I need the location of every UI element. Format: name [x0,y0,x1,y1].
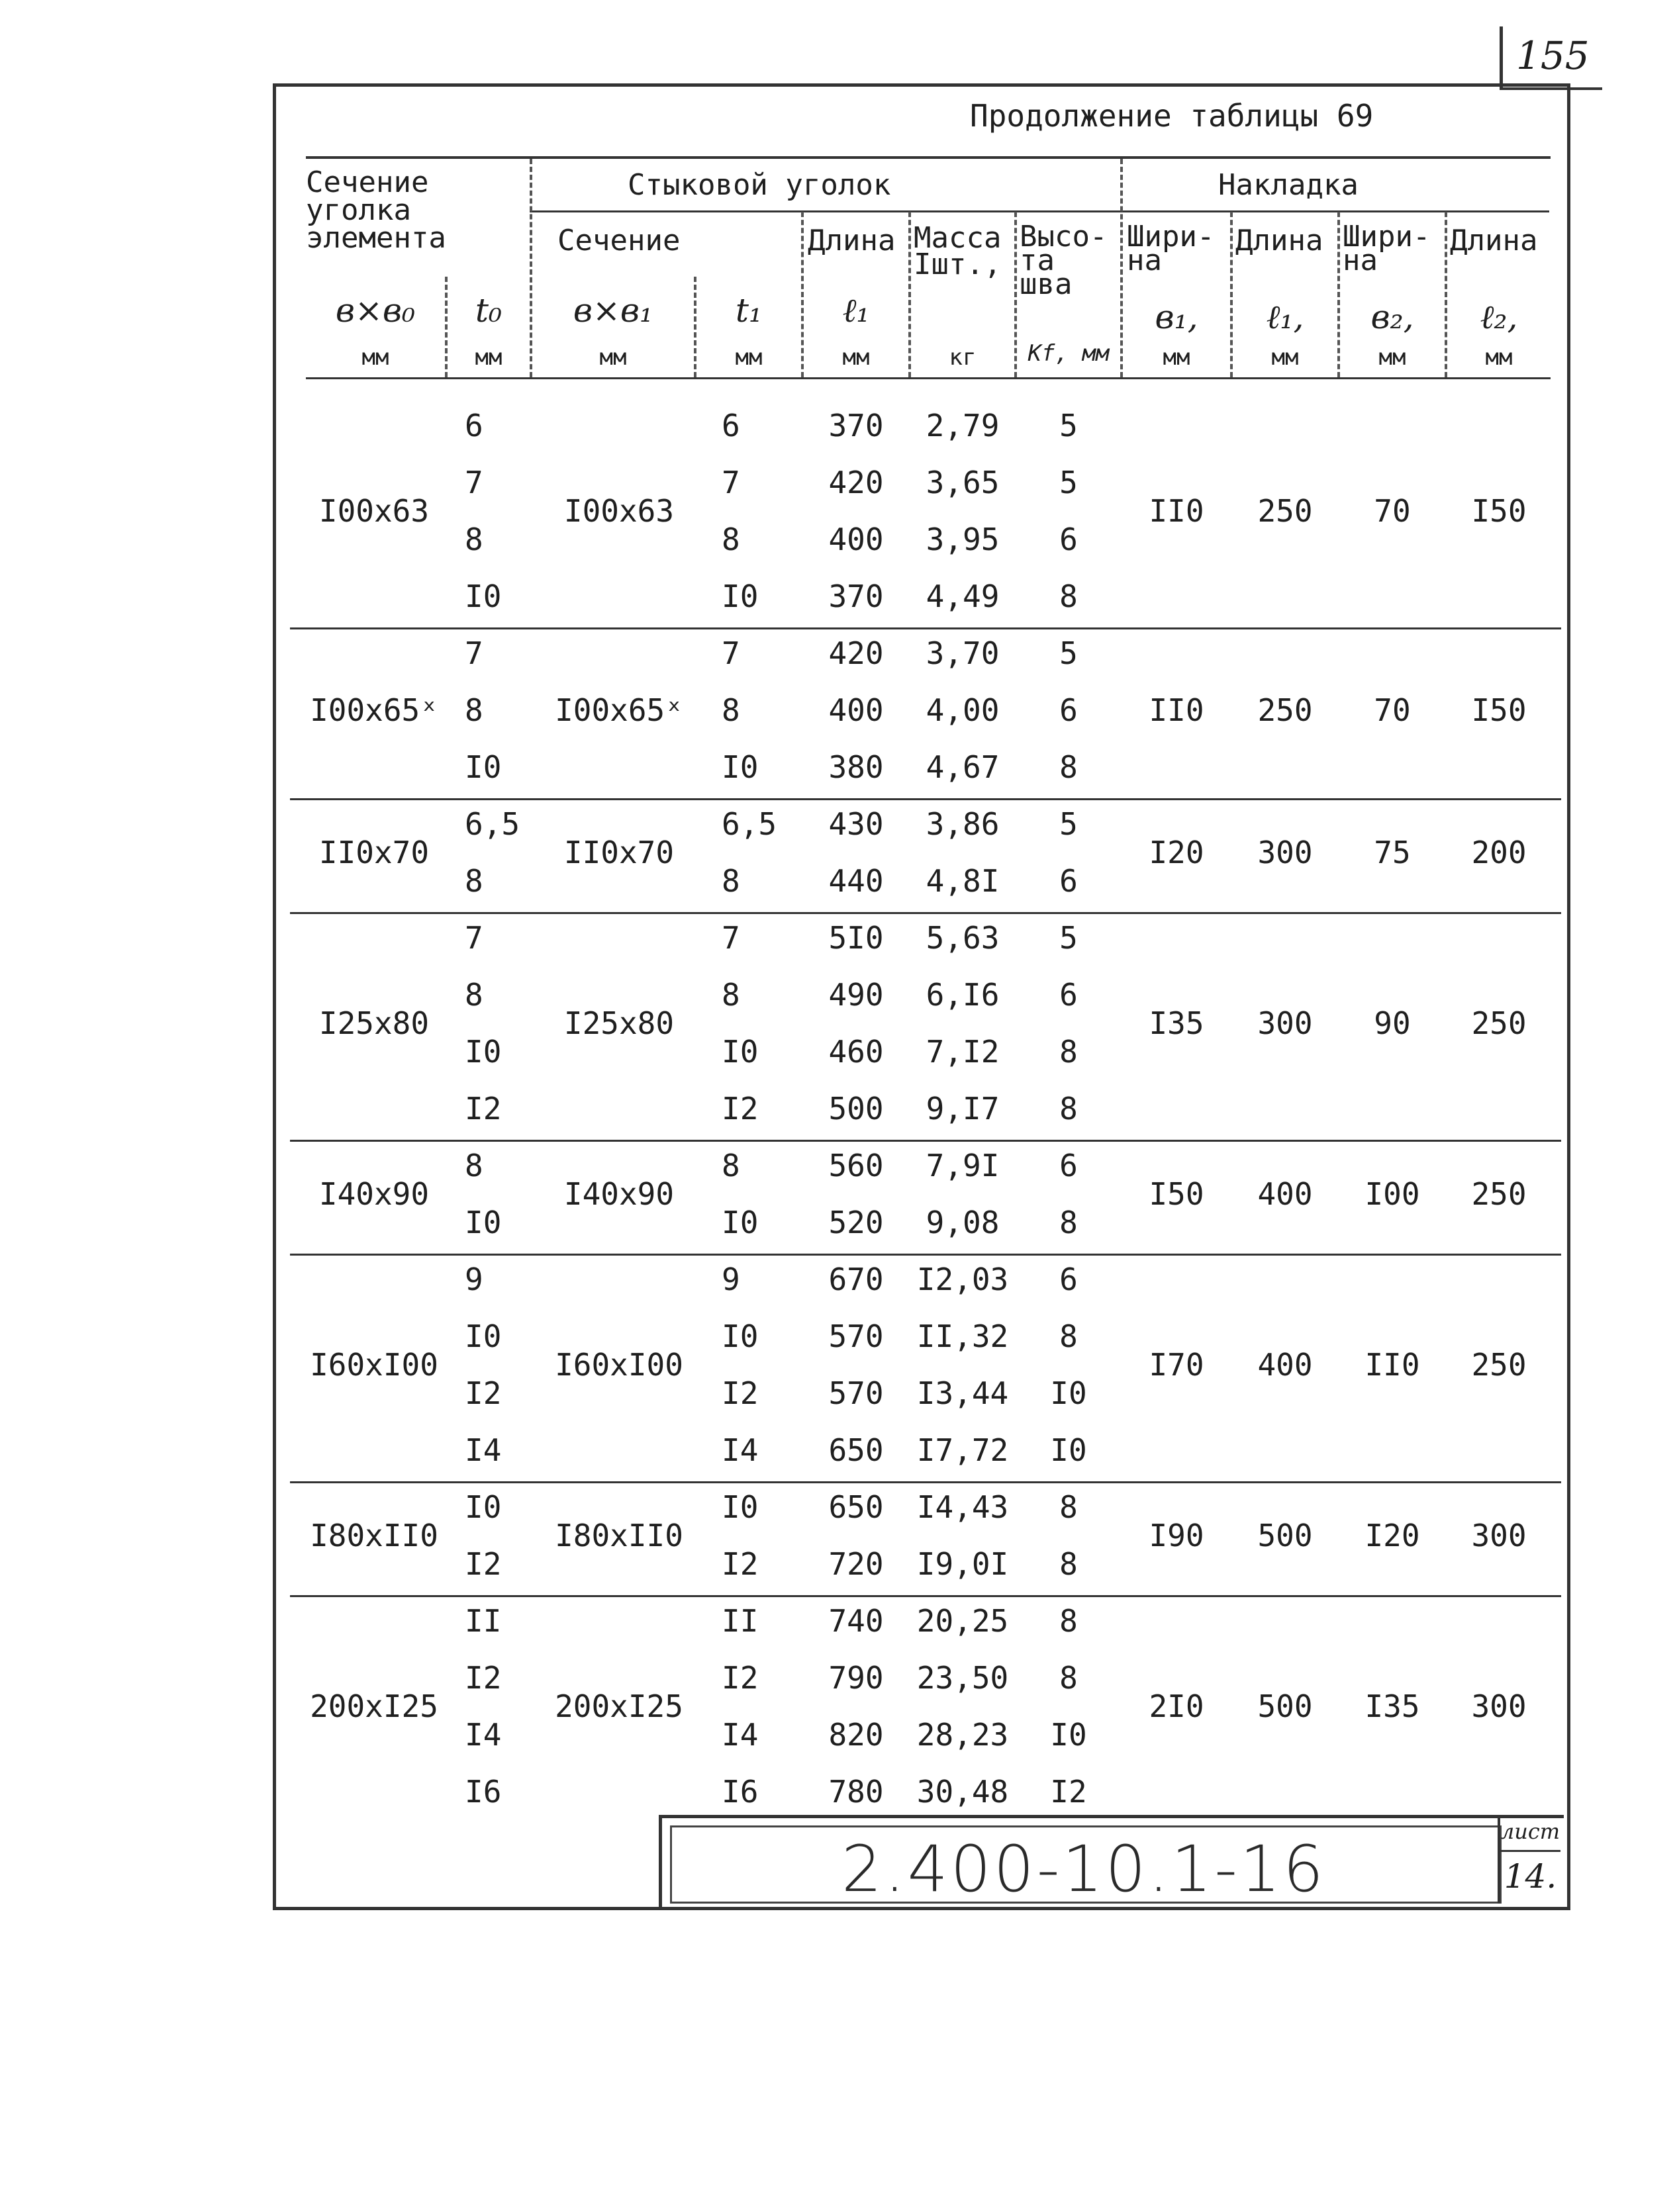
overlay-length1: 250 [1257,692,1313,728]
hdr-mass: Масса Iшт., [914,221,1002,281]
hdr-length1: Длина [1235,224,1323,257]
cell-t0: 8 [465,692,483,728]
cell-mass: 7,I2 [926,1034,1000,1070]
row-section: 200xI25 [310,1688,438,1724]
cell-mass: I3,44 [916,1375,1009,1411]
sheet-number: 14. [1504,1857,1557,1896]
unit-kg: кг [949,344,977,371]
overlay-width2: I35 [1365,1688,1420,1724]
cell-t1: 7 [722,465,740,500]
overlay-length2: I50 [1471,692,1527,728]
hdr-section-element: Сечение уголка элемента [306,165,446,255]
cell-length: 400 [828,692,884,728]
overlay-width1: 2I0 [1149,1688,1204,1724]
cell-t0: 9 [465,1262,483,1297]
page-number: 155 [1516,33,1590,78]
cell-length: 570 [828,1375,884,1411]
row-butt-section: 200xI25 [555,1688,683,1724]
cell-weld: 8 [1059,1091,1078,1127]
cell-length: 790 [828,1660,884,1696]
cell-t1: I6 [722,1774,759,1810]
overlay-length1: 300 [1257,835,1313,870]
overlay-width2: 90 [1374,1005,1411,1041]
cell-t1: 6 [722,408,740,443]
cell-length: 430 [828,806,884,842]
row-section: I00x63 [318,493,430,529]
header-group-line [530,210,1549,212]
cell-t0: I2 [465,1375,502,1411]
overlay-length1: 500 [1257,1518,1313,1553]
cell-weld: 8 [1059,1546,1078,1582]
sym-L1: ℓ₁, [1266,298,1304,336]
cell-t0: I0 [465,1205,502,1240]
cell-t0: I0 [465,1318,502,1354]
overlay-width1: I35 [1149,1005,1204,1041]
cell-length: 440 [828,863,884,899]
cell-t1: II [722,1603,759,1639]
overlay-length1: 300 [1257,1005,1313,1041]
cell-weld: 8 [1059,1660,1078,1696]
cell-weld: 5 [1059,635,1078,671]
cell-mass: I2,03 [916,1262,1009,1297]
cell-length: 650 [828,1432,884,1468]
unit-mm: мм [1378,344,1406,371]
cell-weld: 6 [1059,522,1078,557]
cell-t0: II [465,1603,502,1639]
cell-weld: 8 [1059,1205,1078,1240]
cell-weld: 8 [1059,1318,1078,1354]
cell-mass: I7,72 [916,1432,1009,1468]
cell-mass: II,32 [916,1318,1009,1354]
overlay-length1: 500 [1257,1688,1313,1724]
cell-length: 570 [828,1318,884,1354]
unit-mm: мм [1271,344,1299,371]
cell-mass: 4,8I [926,863,1000,899]
row-butt-section: I40x90 [563,1176,675,1212]
hdr-overlay-group: Накладка [1218,168,1359,202]
group-separator [290,1595,1561,1597]
cell-length: 720 [828,1546,884,1582]
group-separator [290,627,1561,629]
cell-t0: 8 [465,977,483,1013]
cell-t0: I2 [465,1546,502,1582]
row-section: II0x70 [318,835,430,870]
cell-weld: 5 [1059,920,1078,956]
cell-t1: 8 [722,1148,740,1183]
cell-t1: I0 [722,1318,759,1354]
row-butt-section: I00x63 [563,493,675,529]
cell-mass: 9,08 [926,1205,1000,1240]
overlay-length2: 300 [1471,1518,1527,1553]
row-butt-section: I60xI00 [555,1347,683,1383]
cell-t0: 6,5 [465,806,520,842]
overlay-width2: I00 [1365,1176,1420,1212]
cell-t1: I2 [722,1091,759,1127]
cell-length: 740 [828,1603,884,1639]
cell-length: 380 [828,749,884,785]
overlay-length2: 250 [1471,1005,1527,1041]
sym-l1: ℓ₁ [842,291,870,330]
cell-t1: 6,5 [722,806,777,842]
overlay-width1: I90 [1149,1518,1204,1553]
cell-length: 420 [828,635,884,671]
cell-mass: 30,48 [916,1774,1009,1810]
sheet-box-divider [1498,1850,1560,1852]
hdr-sub-section: Сечение [557,224,681,257]
cell-t0: I6 [465,1774,502,1810]
overlay-length1: 400 [1257,1347,1313,1383]
overlay-length2: I50 [1471,493,1527,529]
group-separator [290,912,1561,914]
sheet-label: лист [1500,1819,1560,1844]
header-top-line [306,156,1551,159]
cell-length: 460 [828,1034,884,1070]
cell-length: 520 [828,1205,884,1240]
overlay-width1: I50 [1149,1176,1204,1212]
cell-weld: 6 [1059,1148,1078,1183]
overlay-width2: 70 [1374,692,1411,728]
cell-mass: 4,00 [926,692,1000,728]
group-separator [290,798,1561,800]
cell-weld: I2 [1050,1774,1087,1810]
cell-length: 560 [828,1148,884,1183]
row-butt-section: I25x80 [563,1005,675,1041]
overlay-width1: I70 [1149,1347,1204,1383]
unit-mm: мм [475,344,503,371]
cell-length: 650 [828,1489,884,1525]
group-separator [290,1481,1561,1483]
overlay-length1: 400 [1257,1176,1313,1212]
row-section: I25x80 [318,1005,430,1041]
cell-mass: 6,I6 [926,977,1000,1013]
unit-mm: мм [735,344,763,371]
cell-t0: I0 [465,749,502,785]
cell-length: 820 [828,1717,884,1753]
cell-t0: I4 [465,1717,502,1753]
cell-t0: 8 [465,863,483,899]
cell-t0: I2 [465,1091,502,1127]
cell-t1: I2 [722,1660,759,1696]
cell-weld: 5 [1059,408,1078,443]
sym-b2: в₂, [1370,298,1414,336]
cell-weld: 6 [1059,977,1078,1013]
cell-length: 420 [828,465,884,500]
overlay-width2: I20 [1365,1518,1420,1553]
row-section: I60xI00 [310,1347,438,1383]
cell-t1: 9 [722,1262,740,1297]
sym-t1: t₁ [735,291,763,330]
overlay-length1: 250 [1257,493,1313,529]
cell-t1: I0 [722,578,759,614]
cell-length: 370 [828,408,884,443]
cell-t1: I0 [722,749,759,785]
cell-length: 780 [828,1774,884,1810]
cell-weld: 5 [1059,465,1078,500]
header-unit-line [306,377,1551,379]
cell-t1: 8 [722,863,740,899]
cell-mass: 3,70 [926,635,1000,671]
cell-weld: 8 [1059,1603,1078,1639]
cell-length: 400 [828,522,884,557]
cell-weld: 8 [1059,1489,1078,1525]
cell-weld: 5 [1059,806,1078,842]
cell-mass: 3,86 [926,806,1000,842]
sym-l2: ℓ₂, [1480,298,1518,336]
cell-mass: 28,23 [916,1717,1009,1753]
cell-t0: I2 [465,1660,502,1696]
cell-t1: I0 [722,1034,759,1070]
cell-weld: 8 [1059,749,1078,785]
sym-bxb0: в×в₀ [335,291,416,330]
row-section: I40x90 [318,1176,430,1212]
table-title: Продолжение таблицы 69 [970,98,1374,134]
unit-mm: мм [842,344,870,371]
cell-t1: I2 [722,1375,759,1411]
cell-t1: 8 [722,522,740,557]
sym-t0: t₀ [475,291,503,330]
overlay-length2: 200 [1471,835,1527,870]
cell-t1: 7 [722,635,740,671]
cell-t1: I4 [722,1717,759,1753]
cell-length: 5I0 [828,920,884,956]
sym-bxb1: в×в₁ [573,291,653,330]
group-separator [290,1140,1561,1142]
hdr-width2: Шири- на [1343,220,1431,277]
cell-mass: 4,49 [926,578,1000,614]
row-section: I80xII0 [310,1518,438,1553]
cell-weld: 6 [1059,863,1078,899]
cell-mass: 2,79 [926,408,1000,443]
cell-mass: 20,25 [916,1603,1009,1639]
cell-t1: I0 [722,1205,759,1240]
cell-mass: 3,65 [926,465,1000,500]
cell-t1: 8 [722,977,740,1013]
cell-t0: I0 [465,578,502,614]
cell-mass: I4,43 [916,1489,1009,1525]
cell-t1: I4 [722,1432,759,1468]
unit-mm: мм [1163,344,1190,371]
cell-weld: 8 [1059,578,1078,614]
row-butt-section: I00x65ˣ [555,692,683,728]
overlay-width1: I20 [1149,835,1204,870]
unit-mm: мм [599,344,627,371]
sym-b1: в₁, [1155,298,1198,336]
cell-weld: 8 [1059,1034,1078,1070]
cell-weld: I0 [1050,1432,1087,1468]
cell-t0: I0 [465,1489,502,1525]
cell-mass: I9,0I [916,1546,1009,1582]
hdr-butt-angle-group: Стыковой уголок [628,168,891,202]
overlay-width1: II0 [1149,493,1204,529]
cell-mass: 9,I7 [926,1091,1000,1127]
unit-kf: Kf, мм [1028,340,1110,367]
cell-weld: 6 [1059,692,1078,728]
cell-t0: 8 [465,522,483,557]
hdr-weld-height: Высо- та шва [1020,220,1108,301]
cell-length: 500 [828,1091,884,1127]
cell-weld: I0 [1050,1717,1087,1753]
hdr-length: Длина [808,224,896,257]
cell-mass: 4,67 [926,749,1000,785]
row-butt-section: I80xII0 [555,1518,683,1553]
cell-length: 490 [828,977,884,1013]
overlay-width2: 70 [1374,493,1411,529]
cell-mass: 23,50 [916,1660,1009,1696]
cell-length: 370 [828,578,884,614]
overlay-width2: 75 [1374,835,1411,870]
cell-t1: 7 [722,920,740,956]
unit-mm: мм [1485,344,1513,371]
cell-t0: 7 [465,920,483,956]
cell-t0: 7 [465,635,483,671]
overlay-length2: 250 [1471,1176,1527,1212]
cell-length: 670 [828,1262,884,1297]
unit-mm: мм [361,344,389,371]
cell-weld: I0 [1050,1375,1087,1411]
cell-weld: 6 [1059,1262,1078,1297]
cell-t0: 6 [465,408,483,443]
cell-t1: 8 [722,692,740,728]
cell-mass: 7,9I [926,1148,1000,1183]
cell-t1: I0 [722,1489,759,1525]
row-butt-section: II0x70 [563,835,675,870]
cell-t0: 8 [465,1148,483,1183]
group-separator [290,1254,1561,1256]
document-code: 2.400-10.1-16 [841,1832,1326,1906]
cell-t0: 7 [465,465,483,500]
hdr-width1: Шири- на [1127,220,1215,277]
overlay-length2: 250 [1471,1347,1527,1383]
overlay-width1: II0 [1149,692,1204,728]
hdr-length2: Длина [1450,224,1538,257]
overlay-width2: II0 [1365,1347,1420,1383]
overlay-length2: 300 [1471,1688,1527,1724]
cell-t1: I2 [722,1546,759,1582]
cell-mass: 5,63 [926,920,1000,956]
cell-t0: I0 [465,1034,502,1070]
row-section: I00x65ˣ [310,692,438,728]
cell-t0: I4 [465,1432,502,1468]
cell-mass: 3,95 [926,522,1000,557]
